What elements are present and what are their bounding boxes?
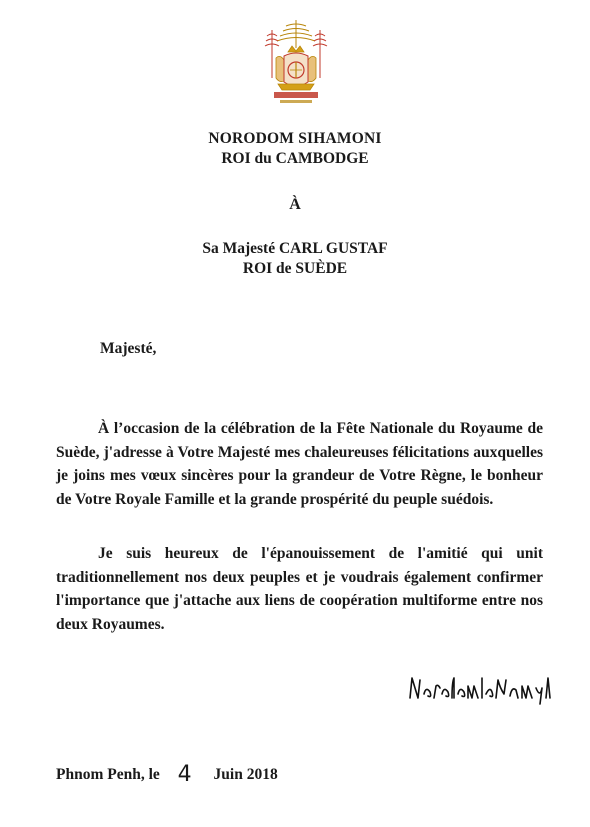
date-line: [56, 760, 278, 785]
body-paragraph-1-text: À l’occasion de la célébration de la Fête Nationale du Royaume de Suède, j'adresse à Votre Majesté mes chaleureuses félicitations auxquelles je joins mes vœux sincères pour la grandeur de Votre Règne, le bonheur de Votre Royale Famille et la grande prospérité du peuple suédois.: [56, 420, 543, 508]
date-month-year: Juin 2018: [213, 766, 278, 783]
recipient-title: ROI de SUÈDE: [242, 260, 348, 277]
salutation: Majesté,: [100, 340, 157, 357]
body-paragraph-2-text: Je suis heureux de l'épanouissement de l'amitié qui unit traditionnellement nos deux peuples et je voudrais également confirmer l'importance que j'attache aux liens de coopération multiforme entre nos deux Royaumes.: [56, 545, 543, 633]
handwritten-signature: [406, 668, 556, 708]
date-place: Phnom Penh, le: [56, 766, 160, 783]
sender-title: ROI du CAMBODGE: [221, 150, 369, 167]
date-day-handwritten: 4: [177, 762, 192, 787]
addressee-word: À: [289, 196, 301, 213]
sender-name: NORODOM SIHAMONI: [208, 130, 382, 147]
recipient-name: Sa Majesté CARL GUSTAF: [202, 240, 388, 257]
body-paragraph-1: [56, 417, 543, 511]
royal-coat-of-arms-icon: [262, 18, 330, 110]
body-paragraph-2: [56, 542, 543, 636]
